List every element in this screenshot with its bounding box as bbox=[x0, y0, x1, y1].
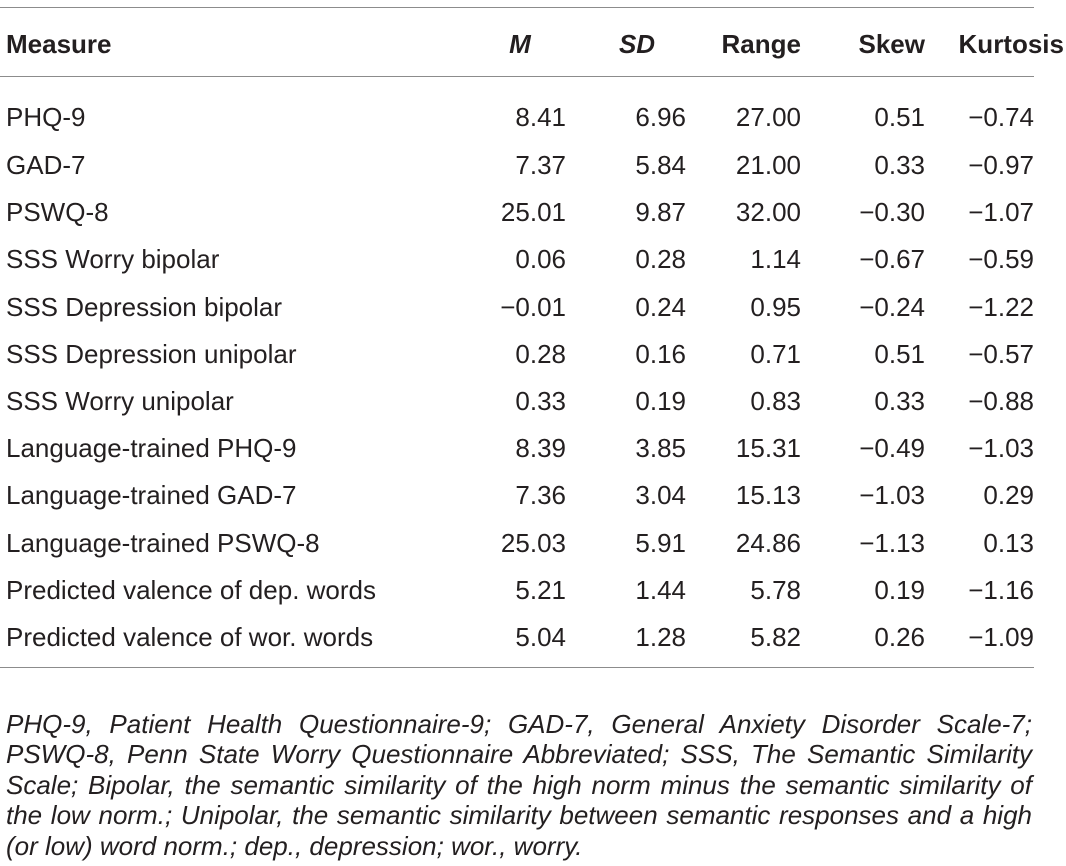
cell-range: 32.00 bbox=[735, 197, 801, 228]
cell-sd: 0.19 bbox=[635, 386, 686, 417]
header-sd: SD bbox=[618, 28, 656, 59]
cell-range: 24.86 bbox=[735, 527, 801, 558]
cell-skew: −0.30 bbox=[859, 197, 925, 228]
cell-kurtosis: −0.57 bbox=[968, 338, 1034, 369]
cell-skew: −0.24 bbox=[859, 291, 925, 322]
cell-sd: 1.28 bbox=[635, 621, 686, 652]
cell-range: 15.31 bbox=[735, 433, 801, 464]
cell-sd: 6.96 bbox=[635, 101, 686, 132]
cell-m: 7.36 bbox=[515, 480, 566, 511]
cell-skew: −1.13 bbox=[859, 527, 925, 558]
cell-range: 0.95 bbox=[750, 291, 801, 322]
table-row bbox=[0, 284, 1066, 331]
table-row bbox=[0, 236, 1066, 283]
cell-m: 25.03 bbox=[500, 527, 566, 558]
cell-sd: 1.44 bbox=[635, 574, 686, 605]
cell-m: 0.28 bbox=[515, 338, 566, 369]
cell-range: 5.82 bbox=[750, 621, 801, 652]
cell-skew: −1.03 bbox=[859, 480, 925, 511]
cell-kurtosis: −0.74 bbox=[968, 101, 1034, 132]
cell-kurtosis: −1.22 bbox=[968, 291, 1034, 322]
cell-measure: SSS Worry bipolar bbox=[6, 244, 220, 275]
table-footnote: PHQ-9, Patient Health Questionnaire-9; GAD-7, General Anxiety Disorder Scale-7; PSWQ-8, Penn State Worry Questionnaire Abbreviated; SSS, The Semantic Similarity Scale; Bipolar, the semantic similarity of the high norm minus the semantic similarity of the low norm.; Unipolar, the semantic similarity between semantic responses and a high (or low) word norm.; dep., depression; wor., worry. bbox=[6, 709, 1032, 861]
table-row bbox=[0, 142, 1066, 189]
cell-m: 0.33 bbox=[515, 386, 566, 417]
table-body bbox=[0, 78, 1066, 661]
cell-skew: 0.51 bbox=[874, 101, 925, 132]
cell-kurtosis: −0.88 bbox=[968, 386, 1034, 417]
cell-m: −0.01 bbox=[500, 291, 566, 322]
cell-skew: 0.19 bbox=[874, 574, 925, 605]
cell-m: 8.41 bbox=[515, 101, 566, 132]
descriptive-statistics-table bbox=[0, 8, 1066, 661]
table-row bbox=[0, 378, 1066, 425]
cell-measure: Predicted valence of wor. words bbox=[6, 621, 374, 652]
cell-skew: −0.67 bbox=[859, 244, 925, 275]
cell-kurtosis: −1.07 bbox=[968, 197, 1034, 228]
cell-sd: 0.28 bbox=[635, 244, 686, 275]
cell-m: 5.04 bbox=[515, 621, 566, 652]
cell-m: 5.21 bbox=[515, 574, 566, 605]
cell-measure: PSWQ-8 bbox=[6, 197, 109, 228]
cell-kurtosis: −1.16 bbox=[968, 574, 1034, 605]
table-bottom-rule bbox=[0, 667, 1034, 668]
cell-kurtosis: −1.09 bbox=[968, 621, 1034, 652]
cell-skew: 0.51 bbox=[874, 338, 925, 369]
cell-kurtosis: −0.59 bbox=[968, 244, 1034, 275]
cell-skew: −0.49 bbox=[859, 433, 925, 464]
cell-sd: 9.87 bbox=[635, 197, 686, 228]
table-header bbox=[0, 8, 1066, 78]
cell-range: 0.83 bbox=[750, 386, 801, 417]
cell-sd: 3.04 bbox=[635, 480, 686, 511]
table-row bbox=[0, 425, 1066, 472]
cell-m: 0.06 bbox=[515, 244, 566, 275]
cell-measure: GAD-7 bbox=[6, 150, 86, 181]
cell-m: 25.01 bbox=[500, 197, 566, 228]
cell-kurtosis: 0.29 bbox=[983, 480, 1034, 511]
header-range: Range bbox=[721, 28, 801, 59]
header-m: M bbox=[509, 28, 531, 59]
cell-range: 0.71 bbox=[750, 338, 801, 369]
cell-measure: SSS Depression unipolar bbox=[6, 338, 297, 369]
header-measure: Measure bbox=[6, 28, 112, 59]
cell-range: 15.13 bbox=[735, 480, 801, 511]
cell-range: 5.78 bbox=[750, 574, 801, 605]
header-row bbox=[0, 8, 1066, 78]
cell-range: 27.00 bbox=[735, 101, 801, 132]
table-row bbox=[0, 614, 1066, 661]
cell-range: 1.14 bbox=[750, 244, 801, 275]
cell-kurtosis: 0.13 bbox=[983, 527, 1034, 558]
cell-m: 8.39 bbox=[515, 433, 566, 464]
cell-skew: 0.33 bbox=[874, 386, 925, 417]
cell-skew: 0.33 bbox=[874, 150, 925, 181]
table-row bbox=[0, 331, 1066, 378]
table-row bbox=[0, 472, 1066, 519]
table-row bbox=[0, 520, 1066, 567]
cell-sd: 0.24 bbox=[635, 291, 686, 322]
header-skew: Skew bbox=[858, 28, 925, 59]
cell-m: 7.37 bbox=[515, 150, 566, 181]
table-row bbox=[0, 567, 1066, 614]
table-row bbox=[0, 78, 1066, 142]
cell-measure: Language-trained GAD-7 bbox=[6, 480, 297, 511]
cell-skew: 0.26 bbox=[874, 621, 925, 652]
cell-measure: Language-trained PSWQ-8 bbox=[6, 527, 320, 558]
cell-measure: PHQ-9 bbox=[6, 101, 86, 132]
table-row bbox=[0, 189, 1066, 236]
cell-sd: 5.84 bbox=[635, 150, 686, 181]
cell-kurtosis: −1.03 bbox=[968, 433, 1034, 464]
cell-sd: 0.16 bbox=[635, 338, 686, 369]
cell-sd: 5.91 bbox=[635, 527, 686, 558]
cell-measure: SSS Depression bipolar bbox=[6, 291, 283, 322]
cell-range: 21.00 bbox=[735, 150, 801, 181]
cell-measure: Predicted valence of dep. words bbox=[6, 574, 376, 605]
cell-measure: Language-trained PHQ-9 bbox=[6, 433, 297, 464]
cell-sd: 3.85 bbox=[635, 433, 686, 464]
cell-measure: SSS Worry unipolar bbox=[6, 386, 234, 417]
cell-kurtosis: −0.97 bbox=[968, 150, 1034, 181]
header-kurtosis: Kurtosis bbox=[958, 28, 1064, 59]
